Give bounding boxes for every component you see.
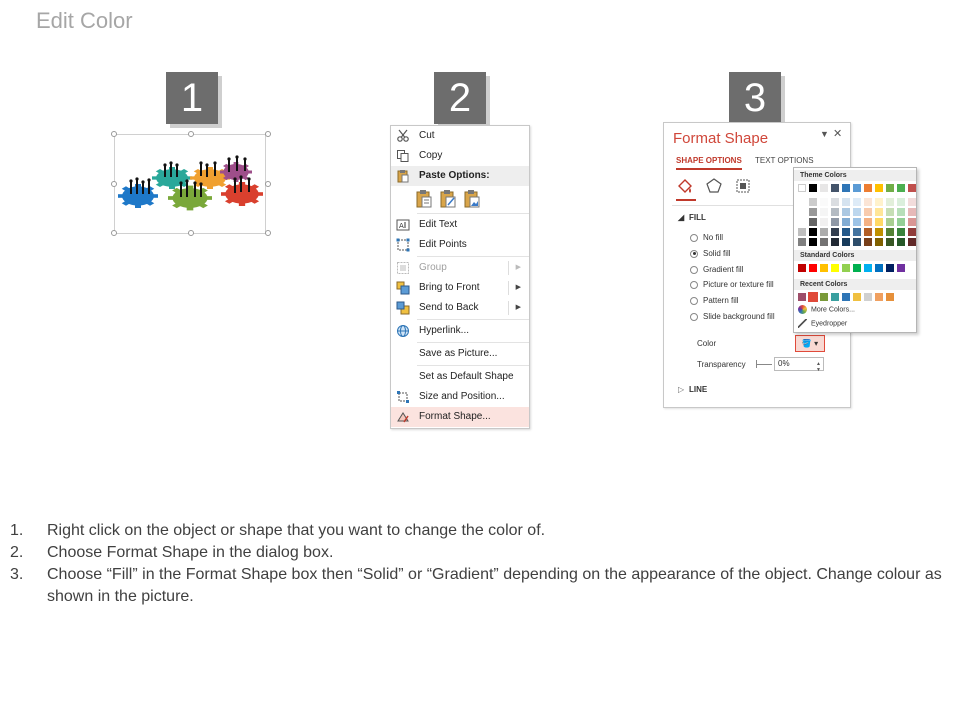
- size-position-icon: [396, 390, 410, 404]
- theme-color-shade-swatch[interactable]: [886, 228, 894, 236]
- paste-destination-theme-icon[interactable]: [439, 189, 457, 209]
- theme-color-shade-swatch[interactable]: [798, 198, 806, 206]
- theme-color-swatch[interactable]: [875, 184, 883, 192]
- line-section-arrow-icon[interactable]: ▷: [678, 385, 685, 394]
- hyperlink-icon: [396, 324, 410, 338]
- radio-pattern-fill[interactable]: [690, 296, 739, 305]
- transparency-value: 0%: [778, 359, 790, 368]
- menu-separator: [417, 342, 529, 343]
- theme-color-shade-swatch[interactable]: [820, 208, 828, 216]
- picture-texture-fill-label: Picture or texture fill: [703, 280, 774, 289]
- theme-color-swatch[interactable]: [886, 184, 894, 192]
- paste-icon: [396, 169, 410, 183]
- radio-button-selected[interactable]: [690, 250, 698, 258]
- standard-colors-header: Standard Colors: [794, 250, 916, 261]
- close-icon[interactable]: ✕: [833, 128, 843, 140]
- tab-text-options[interactable]: TEXT OPTIONS: [755, 156, 814, 165]
- paste-options-header: [391, 166, 529, 186]
- recent-color-swatch[interactable]: [831, 293, 839, 301]
- standard-color-swatch[interactable]: [831, 264, 839, 272]
- theme-color-shade-swatch[interactable]: [908, 238, 916, 246]
- instruction-number: 3.: [10, 566, 24, 583]
- instruction-number: 1.: [10, 522, 24, 539]
- theme-color-shade-swatch[interactable]: [864, 238, 872, 246]
- theme-color-shade-swatch[interactable]: [842, 228, 850, 236]
- standard-color-swatch[interactable]: [820, 264, 828, 272]
- theme-color-shade-swatch[interactable]: [842, 238, 850, 246]
- theme-color-swatch[interactable]: [809, 184, 817, 192]
- theme-color-shade-swatch[interactable]: [875, 238, 883, 246]
- transparency-label: Transparency: [697, 360, 746, 369]
- active-tab-indicator: [676, 168, 742, 170]
- edit-points-icon: [396, 238, 410, 252]
- menu-item-cut[interactable]: [391, 126, 529, 146]
- theme-color-shade-swatch[interactable]: [875, 198, 883, 206]
- color-palette-dropdown: [793, 167, 917, 333]
- gears-people-icon: [110, 130, 272, 236]
- solid-fill-label: Solid fill: [703, 249, 731, 258]
- theme-color-shade-swatch[interactable]: [820, 198, 828, 206]
- theme-color-shade-swatch[interactable]: [864, 198, 872, 206]
- line-section-header[interactable]: LINE: [689, 385, 708, 394]
- standard-color-swatch[interactable]: [853, 264, 861, 272]
- menu-label-cut: Cut: [419, 130, 435, 141]
- menu-item-bring-to-front[interactable]: [391, 278, 529, 298]
- copy-icon: [396, 149, 410, 163]
- recent-color-swatch[interactable]: [875, 293, 883, 301]
- send-to-back-icon: [396, 301, 410, 315]
- step-1-badge: 1: [166, 72, 218, 124]
- scissors-icon: [396, 129, 410, 143]
- transparency-input[interactable]: [774, 357, 824, 371]
- menu-item-group[interactable]: [391, 258, 529, 278]
- menu-item-format-shape[interactable]: [391, 407, 529, 427]
- eyedropper-label: Eyedropper: [811, 320, 848, 328]
- theme-color-shade-swatch[interactable]: [798, 228, 806, 236]
- theme-color-shade-swatch[interactable]: [831, 228, 839, 236]
- theme-color-shade-swatch[interactable]: [809, 208, 817, 216]
- theme-color-shade-swatch[interactable]: [820, 218, 828, 226]
- instructions-list: [10, 520, 950, 608]
- theme-color-shade-swatch[interactable]: [798, 218, 806, 226]
- more-colors-label: More Colors...: [811, 306, 855, 314]
- theme-color-shade-swatch[interactable]: [897, 238, 905, 246]
- theme-color-shade-swatch[interactable]: [831, 238, 839, 246]
- standard-color-swatch[interactable]: [809, 264, 817, 272]
- menu-separator: [417, 213, 529, 214]
- instruction-text: Choose Format Shape in the dialog box.: [47, 544, 334, 561]
- theme-color-shade-swatch[interactable]: [875, 218, 883, 226]
- paste-picture-icon[interactable]: [463, 189, 481, 209]
- transparency-slider[interactable]: [756, 364, 772, 365]
- theme-color-shade-swatch[interactable]: [886, 238, 894, 246]
- submenu-arrow-icon: ▶: [515, 304, 521, 311]
- eyedropper-link[interactable]: [798, 319, 847, 328]
- fill-section-header[interactable]: FILL: [689, 213, 706, 222]
- menu-label-save-as-picture: Save as Picture...: [419, 348, 498, 359]
- spin-up-icon[interactable]: ▲: [816, 361, 821, 367]
- slide-background-fill-label: Slide background fill: [703, 312, 775, 321]
- theme-color-swatch[interactable]: [897, 184, 905, 192]
- color-wheel-icon: [798, 305, 807, 314]
- paste-options-row: [391, 186, 529, 212]
- menu-label-send-to-back: Send to Back: [419, 302, 479, 313]
- theme-color-shade-swatch[interactable]: [875, 228, 883, 236]
- shape-options-icon-row: [676, 177, 752, 195]
- recent-color-swatch[interactable]: [886, 293, 894, 301]
- instruction-item: [10, 520, 950, 542]
- radio-no-fill[interactable]: [690, 233, 723, 242]
- theme-color-shade-swatch[interactable]: [842, 208, 850, 216]
- standard-color-swatch[interactable]: [886, 264, 894, 272]
- theme-color-shade-swatch[interactable]: [798, 208, 806, 216]
- paint-bucket-icon: 🪣: [801, 339, 812, 348]
- theme-color-shade-swatch[interactable]: [798, 238, 806, 246]
- submenu-arrow-icon: ▶: [515, 284, 521, 291]
- theme-color-swatch[interactable]: [864, 184, 872, 192]
- theme-color-shade-swatch[interactable]: [864, 208, 872, 216]
- menu-label-size-and-position: Size and Position...: [419, 391, 505, 402]
- theme-color-shade-swatch[interactable]: [853, 228, 861, 236]
- theme-color-shade-swatch[interactable]: [809, 228, 817, 236]
- radio-button[interactable]: [690, 281, 698, 289]
- eyedropper-icon: [798, 319, 807, 328]
- theme-color-shade-swatch[interactable]: [908, 228, 916, 236]
- theme-color-shade-swatch[interactable]: [897, 228, 905, 236]
- menu-label-hyperlink: Hyperlink...: [419, 325, 470, 336]
- menu-item-edit-text[interactable]: [391, 215, 529, 235]
- theme-color-shade-swatch[interactable]: [831, 198, 839, 206]
- edit-text-icon: [396, 218, 410, 232]
- menu-separator: [417, 365, 529, 366]
- gears-image-selected[interactable]: [110, 130, 272, 236]
- context-menu: [390, 125, 530, 429]
- more-colors-link[interactable]: [798, 305, 855, 314]
- theme-color-shade-swatch[interactable]: [864, 218, 872, 226]
- recent-color-swatch[interactable]: [853, 293, 861, 301]
- tab-shape-options[interactable]: SHAPE OPTIONS: [676, 156, 742, 165]
- step-2-badge: 2: [434, 72, 486, 124]
- radio-button[interactable]: [690, 266, 698, 274]
- menu-label-group: Group: [419, 262, 447, 273]
- theme-color-swatch[interactable]: [842, 184, 850, 192]
- group-icon: [396, 261, 410, 275]
- radio-button[interactable]: [690, 297, 698, 305]
- fill-line-icon[interactable]: [676, 177, 694, 195]
- menu-separator: [417, 319, 529, 320]
- gradient-fill-label: Gradient fill: [703, 265, 744, 274]
- theme-color-shade-swatch[interactable]: [820, 238, 828, 246]
- theme-color-shade-swatch[interactable]: [908, 208, 916, 216]
- radio-gradient-fill[interactable]: [690, 265, 743, 274]
- fill-section-arrow-icon[interactable]: ◢: [678, 213, 685, 222]
- menu-label-bring-to-front: Bring to Front: [419, 282, 480, 293]
- theme-color-swatch[interactable]: [908, 184, 916, 192]
- slide-title: Edit Color: [36, 8, 133, 33]
- pane-options-dropdown-icon[interactable]: ▼: [820, 129, 829, 139]
- menu-label-edit-points: Edit Points: [419, 239, 467, 250]
- standard-color-swatch[interactable]: [798, 264, 806, 272]
- radio-picture-texture-fill[interactable]: [690, 280, 774, 289]
- theme-colors-header: Theme Colors: [794, 170, 916, 181]
- spin-down-icon[interactable]: ▼: [816, 367, 821, 373]
- theme-color-shade-swatch[interactable]: [831, 218, 839, 226]
- theme-color-shade-swatch[interactable]: [886, 198, 894, 206]
- format-shape-icon: [396, 410, 410, 424]
- size-properties-icon[interactable]: [734, 177, 752, 195]
- theme-color-shade-swatch[interactable]: [809, 198, 817, 206]
- format-shape-title: Format Shape: [673, 130, 769, 147]
- theme-color-shade-swatch[interactable]: [886, 218, 894, 226]
- theme-color-shade-swatch[interactable]: [842, 198, 850, 206]
- theme-color-shade-swatch[interactable]: [897, 208, 905, 216]
- active-icon-indicator: [676, 199, 696, 201]
- recent-colors-header: Recent Colors: [794, 279, 916, 290]
- standard-color-swatch[interactable]: [897, 264, 905, 272]
- menu-item-send-to-back[interactable]: [391, 298, 529, 318]
- theme-color-shade-swatch[interactable]: [886, 208, 894, 216]
- theme-color-shade-swatch[interactable]: [809, 218, 817, 226]
- fill-color-button[interactable]: 🪣 ▾: [795, 335, 825, 352]
- theme-color-shade-swatch[interactable]: [875, 208, 883, 216]
- menu-label-paste-options: Paste Options:: [419, 170, 490, 181]
- theme-color-shade-swatch[interactable]: [853, 218, 861, 226]
- menu-label-format-shape: Format Shape...: [419, 411, 491, 422]
- recent-color-swatch[interactable]: [809, 293, 817, 301]
- menu-label-set-default-shape: Set as Default Shape: [419, 371, 514, 382]
- color-label: Color: [697, 339, 717, 348]
- recent-color-swatch[interactable]: [842, 293, 850, 301]
- theme-color-shade-swatch[interactable]: [864, 228, 872, 236]
- theme-color-swatch[interactable]: [831, 184, 839, 192]
- instruction-number: 2.: [10, 544, 24, 561]
- instruction-text: Right click on the object or shape that you want to change the color of.: [47, 522, 546, 539]
- theme-color-shade-swatch[interactable]: [897, 198, 905, 206]
- effects-pentagon-icon[interactable]: [705, 177, 723, 195]
- radio-button[interactable]: [690, 313, 698, 321]
- radio-slide-background-fill[interactable]: [690, 312, 775, 321]
- step-3-badge: 3: [729, 72, 781, 124]
- pattern-fill-label: Pattern fill: [703, 296, 739, 305]
- theme-color-shade-swatch[interactable]: [831, 208, 839, 216]
- menu-label-copy: Copy: [419, 150, 443, 161]
- instruction-item: [10, 542, 950, 564]
- menu-item-set-default-shape[interactable]: [391, 367, 529, 387]
- bring-to-front-icon: [396, 281, 410, 295]
- recent-color-swatch[interactable]: [864, 293, 872, 301]
- theme-color-shade-swatch[interactable]: [820, 228, 828, 236]
- theme-color-shade-swatch[interactable]: [897, 218, 905, 226]
- menu-label-edit-text: Edit Text: [419, 219, 458, 230]
- instruction-item: [10, 564, 950, 608]
- menu-separator: [417, 256, 529, 257]
- recent-color-swatch[interactable]: [798, 293, 806, 301]
- theme-color-swatch[interactable]: [820, 184, 828, 192]
- paste-keep-formatting-icon[interactable]: [415, 189, 433, 209]
- theme-color-shade-swatch[interactable]: [809, 238, 817, 246]
- instruction-text: Choose “Fill” in the Format Shape box then “Solid” or “Gradient” depending on the appearance of the object. Change colour as shown in the picture.: [47, 566, 942, 605]
- theme-color-shade-swatch[interactable]: [853, 238, 861, 246]
- theme-color-swatch[interactable]: [798, 184, 806, 192]
- theme-color-shade-swatch[interactable]: [908, 218, 916, 226]
- submenu-arrow-icon: ▶: [515, 264, 521, 271]
- theme-color-shade-swatch[interactable]: [842, 218, 850, 226]
- theme-color-shade-swatch[interactable]: [853, 208, 861, 216]
- svg-text:A: A: [399, 222, 404, 230]
- menu-item-hyperlink[interactable]: [391, 321, 529, 341]
- theme-color-swatch[interactable]: [853, 184, 861, 192]
- radio-solid-fill[interactable]: [690, 249, 731, 258]
- standard-color-swatch[interactable]: [842, 264, 850, 272]
- recent-color-swatch[interactable]: [820, 293, 828, 301]
- theme-color-shade-swatch[interactable]: [908, 198, 916, 206]
- standard-color-swatch[interactable]: [864, 264, 872, 272]
- no-fill-label: No fill: [703, 233, 724, 242]
- standard-color-swatch[interactable]: [875, 264, 883, 272]
- menu-item-copy[interactable]: [391, 146, 529, 166]
- radio-button[interactable]: [690, 234, 698, 242]
- menu-item-size-and-position[interactable]: [391, 387, 529, 407]
- theme-color-shade-swatch[interactable]: [853, 198, 861, 206]
- menu-item-save-as-picture[interactable]: [391, 344, 529, 364]
- menu-item-edit-points[interactable]: [391, 235, 529, 255]
